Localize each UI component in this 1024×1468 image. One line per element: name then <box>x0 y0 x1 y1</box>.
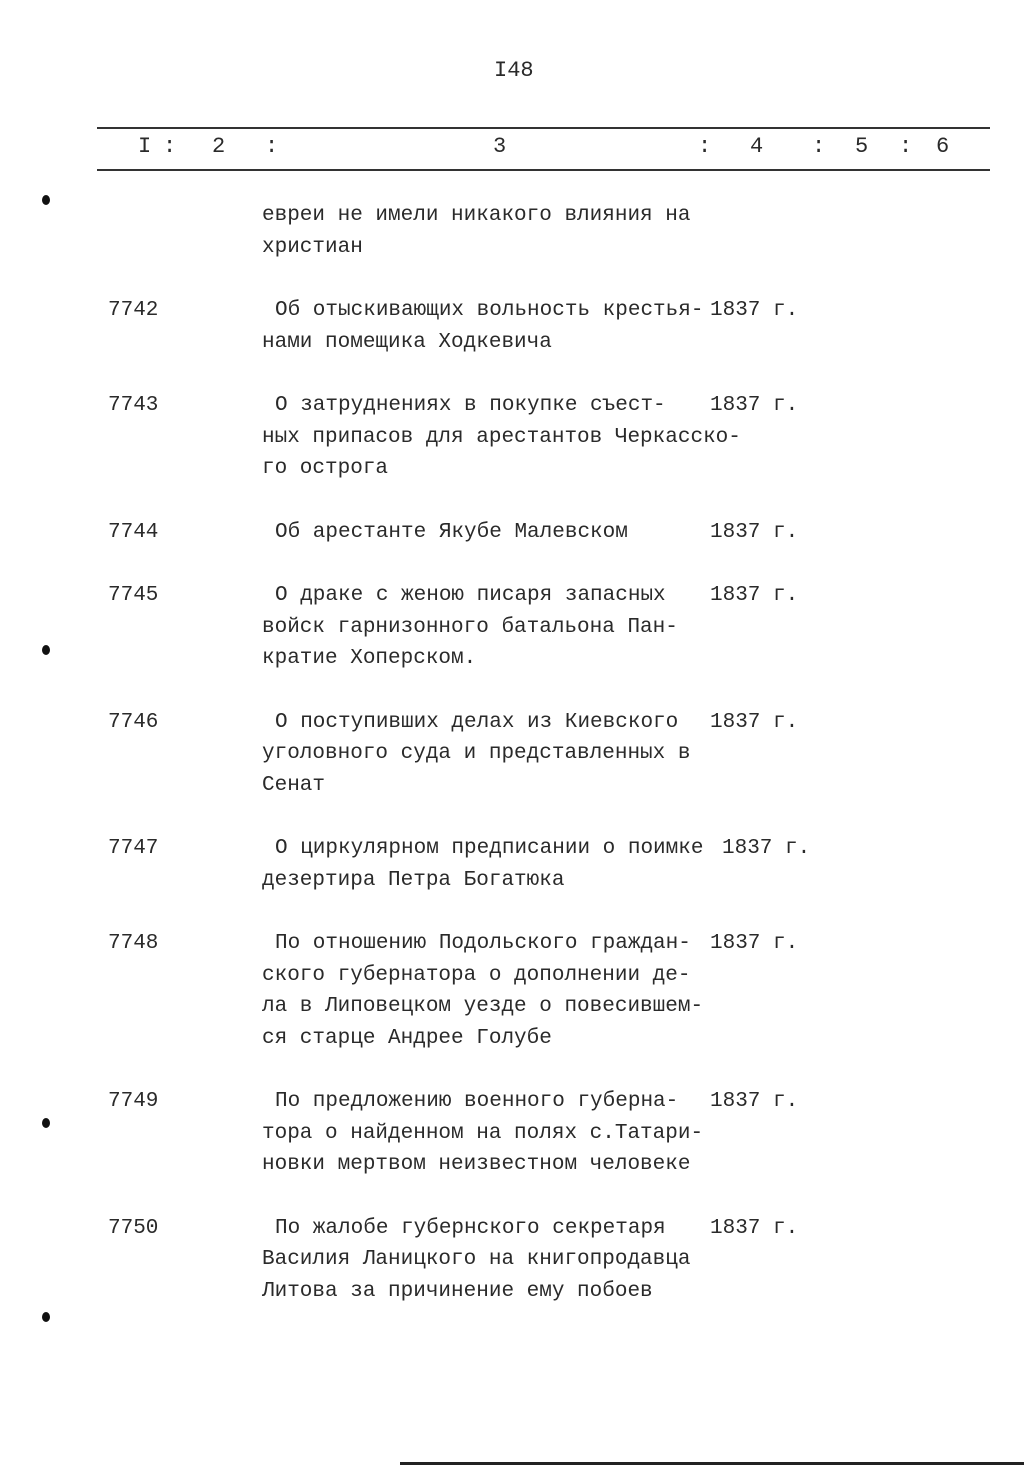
entry-number: 7743 <box>108 394 159 417</box>
entry-text-line: О поступивших делах из Киевского <box>275 710 679 734</box>
entry-text-line: го острога <box>262 457 389 480</box>
entry-text-line: христиан <box>262 235 363 259</box>
entry-text-line: Василия Ланицкого на книгопродавца <box>262 1248 691 1271</box>
entry-year: 1837 г. <box>710 299 799 322</box>
column-header-6: 6 <box>936 134 950 159</box>
entry-text-line: нами помещика Ходкевича <box>262 330 552 354</box>
entry-text-line: По отношению Подольского граждан- <box>275 932 691 955</box>
entry-text-line: Сенат <box>262 773 326 797</box>
archive-entry <box>0 580 1024 675</box>
entry-text-line: войск гарнизонного батальона Пан- <box>262 615 678 639</box>
entry-number: 7746 <box>108 710 159 734</box>
column-header-1: I <box>138 134 152 159</box>
entry-number: 7750 <box>108 1216 159 1240</box>
archive-entry <box>0 200 1024 263</box>
entry-year: 1837 г. <box>710 584 799 607</box>
column-header-4: 4 <box>750 134 764 159</box>
entry-description <box>262 928 722 1054</box>
entry-number: 7748 <box>108 932 159 955</box>
entry-description <box>262 390 741 485</box>
archive-entry <box>0 295 1024 358</box>
entry-description <box>262 580 722 675</box>
entry-text-line: Об арестанте Якубе Малевском <box>275 520 628 544</box>
entry-text-line: О циркулярном предписании о поимке <box>275 837 704 860</box>
archive-entry <box>0 1086 1024 1181</box>
entry-text-line: евреи не имели никакого влияния на <box>262 204 691 227</box>
column-header-2: 2 <box>212 134 226 159</box>
archive-entry <box>0 833 1024 896</box>
entry-text-line: ского губернатора о дополнении де- <box>262 963 691 987</box>
entries-list <box>0 200 1024 1339</box>
entry-description <box>262 833 722 896</box>
archive-entry <box>0 1213 1024 1308</box>
entry-text-line: О затруднениях в покупке съест- <box>275 394 666 417</box>
entry-description <box>262 707 722 802</box>
header-bottom-rule <box>97 169 990 171</box>
column-separator: : <box>265 134 279 159</box>
entry-number: 7749 <box>108 1090 159 1113</box>
entry-text-line: ных припасов для арестантов Черкасско- <box>262 425 741 449</box>
entry-description <box>262 295 722 358</box>
entry-year: 1837 г. <box>710 1216 799 1240</box>
column-header-5: 5 <box>855 134 869 159</box>
column-separator: : <box>899 134 913 159</box>
entry-year: 1837 г. <box>710 710 799 734</box>
entry-text-line: новки мертвом неизвестном человеке <box>262 1153 691 1176</box>
archive-entry <box>0 390 1024 485</box>
entry-description <box>262 200 722 263</box>
entry-number: 7744 <box>108 520 159 544</box>
entry-text-line: Литова за причинение ему побоев <box>262 1279 653 1303</box>
bottom-edge-rule <box>400 1462 1024 1465</box>
entry-description <box>262 517 722 549</box>
entry-text-line: ся старце Андрее Голубе <box>262 1026 552 1050</box>
entry-text-line: О драке с женою писаря запасных <box>275 584 666 607</box>
entry-text-line: уголовного суда и представленных в <box>262 742 691 765</box>
column-separator: : <box>163 134 177 159</box>
entry-text-line: По жалобе губернского секретаря <box>275 1216 666 1240</box>
column-separator: : <box>812 134 826 159</box>
archive-entry <box>0 707 1024 802</box>
entry-number: 7745 <box>108 584 159 607</box>
entry-number: 7747 <box>108 837 159 860</box>
entry-year: 1837 г. <box>710 1090 799 1113</box>
column-header-3: 3 <box>493 134 507 159</box>
archive-entry <box>0 928 1024 1054</box>
entry-text-line: кратие Хоперском. <box>262 647 477 670</box>
entry-text-line: По предложению военного губерна- <box>275 1090 679 1113</box>
entry-text-line: тора о найденном на полях с.Татари- <box>262 1121 704 1145</box>
entry-year: 1837 г. <box>710 520 799 544</box>
entry-text-line: дезертира Петра Богатюка <box>262 868 565 892</box>
header-top-rule <box>97 127 990 129</box>
column-separator: : <box>698 134 712 159</box>
entry-text-line: ла в Липовецком уезде о повесившем- <box>262 995 704 1018</box>
page-number: I48 <box>494 58 534 83</box>
entry-description <box>262 1213 722 1308</box>
entry-number: 7742 <box>108 299 159 322</box>
entry-year: 1837 г. <box>722 837 811 860</box>
entry-text-line: Об отыскивающих вольность крестья- <box>275 299 704 322</box>
entry-year: 1837 г. <box>710 394 799 417</box>
entry-description <box>262 1086 722 1181</box>
archive-entry <box>0 517 1024 549</box>
entry-year: 1837 г. <box>710 932 799 955</box>
